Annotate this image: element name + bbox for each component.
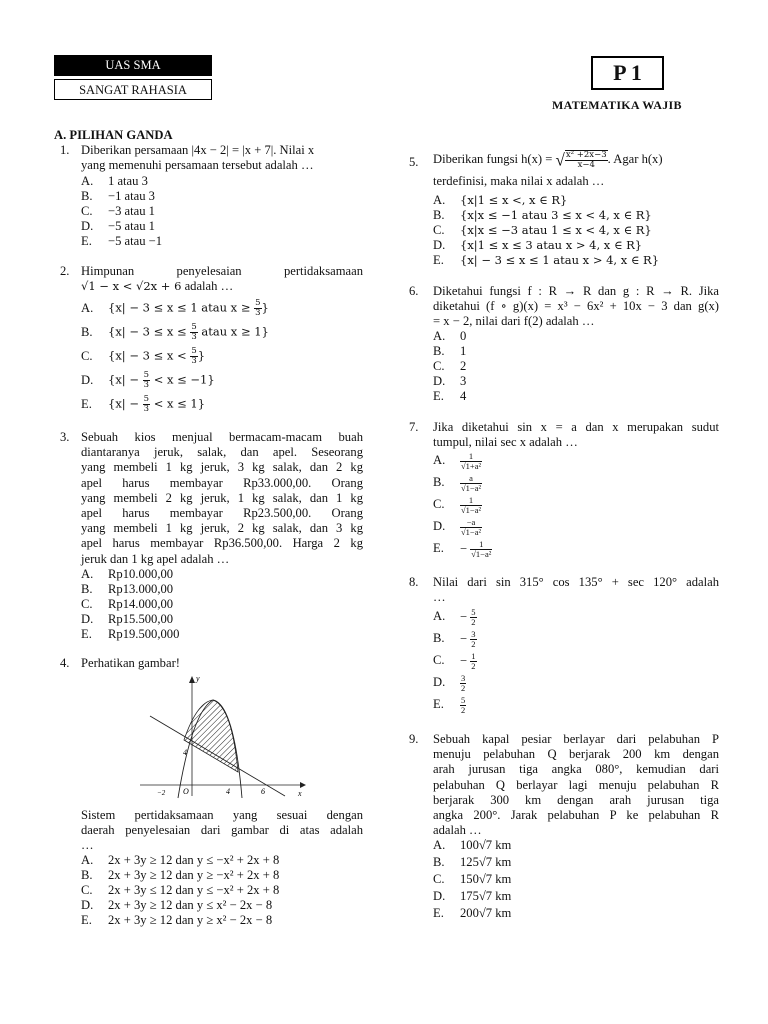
option-b[interactable]: B. $\frac{a}{\text{√1−a²}}$ [433, 473, 482, 493]
option-b[interactable]: B. 2x + 3y ≥ 12 dan y ≥ −x² + 2x + 8 [81, 868, 280, 882]
option-b[interactable]: B. 125√7 km [433, 855, 512, 869]
exam-label: UAS SMA [54, 55, 212, 76]
question-line: yang memenuhi persamaan tersebut adalah … [81, 158, 314, 173]
option-c[interactable]: C. −3 atau 1 [81, 204, 155, 218]
fraction: $\frac{5}{3}$ [143, 394, 150, 414]
question-line: Nilai dari sin 315° cos 135° + sec 120° adalah [433, 575, 719, 589]
fraction: $\frac{a}{\text{√1−a²}}$ [461, 473, 482, 493]
option-c[interactable]: C. − $\frac{1}{2}$ [433, 651, 476, 671]
option-b[interactable]: B. 1 [433, 344, 467, 358]
question-line: berjarak 300 km dengan arah jurusan tiga [433, 792, 719, 807]
question-line: … [433, 590, 446, 605]
question-text [81, 264, 363, 294]
question-number: 1. [60, 143, 70, 157]
question-4-continued [81, 808, 363, 927]
question-line: √1 − x < √2x + 6 adalah … [81, 279, 234, 294]
x-tick-4: 4 [226, 787, 230, 796]
option-a[interactable]: A. {x|1 ≤ x <, x ∈ R} [433, 193, 568, 207]
fraction: $\frac{-a}{\text{√1−a²}}$ [461, 517, 482, 537]
x-tick-6: 6 [261, 787, 265, 796]
option-b[interactable]: B. {x| − 3 ≤ x ≤ $\frac{5}{3}$ atau x ≥ 1} [81, 322, 269, 342]
x-axis-arrow-icon [300, 782, 306, 788]
question-number: 2. [60, 264, 70, 278]
option-e[interactable]: E. 4 [433, 389, 467, 403]
option-b[interactable]: B. {x|x ≤ −1 atau 3 ≤ x < 4, x ∈ R} [433, 208, 652, 222]
option-c[interactable]: C. {x| − 3 ≤ x < $\frac{5}{3}$ } [81, 346, 206, 366]
question-text: Perhatikan gambar! [81, 656, 180, 670]
y-tick-4: 4 [183, 748, 187, 757]
question-text [433, 732, 719, 838]
question-line: Sebuah kapal pesiar berlayar dari pelabuhan P [433, 732, 719, 746]
question-line: Diketahui fungsi f : R → R dan g : R → R. Jika [433, 284, 719, 298]
question-line: Jika diketahui sin x = a dan x merupakan sudut [433, 420, 719, 434]
question-line: pelabuhan Q berlayar lagi menuju pelabuhan R [433, 777, 719, 792]
fraction: $\frac{1}{\text{√1+a²}}$ [461, 451, 482, 471]
question-number: 7. [409, 420, 419, 434]
question-line: tumpul, nilai sec x adalah … [433, 435, 578, 450]
confidential-label: SANGAT RAHASIA [54, 79, 212, 100]
question-line: … [81, 838, 94, 853]
option-e[interactable]: E. 2x + 3y ≥ 12 dan y ≥ x² − 2x − 8 [81, 913, 273, 927]
option-d[interactable]: D. 175√7 km [433, 889, 512, 903]
option-d[interactable]: D. 3 [433, 374, 467, 388]
question-text [433, 420, 719, 450]
option-b[interactable]: B. Rp13.000,00 [81, 582, 174, 596]
y-axis-label: y [196, 674, 200, 683]
option-a[interactable]: A. 2x + 3y ≥ 12 dan y ≤ −x² + 2x + 8 [81, 853, 280, 867]
question-line: yang membeli 1 kg jeruk, 3 kg salak, dan 2 kg [81, 460, 363, 475]
question-text [433, 575, 719, 605]
fraction: $\frac{1}{\text{√1−a²}}$ [461, 495, 482, 515]
option-b[interactable]: B. −1 atau 3 [81, 189, 155, 203]
question-line: apel harus membayar Rp33.000,00. Orang [81, 475, 363, 490]
option-c[interactable]: C. 2x + 3y ≤ 12 dan y ≤ −x² + 2x + 8 [81, 883, 280, 897]
option-d[interactable]: D. {x| − $\frac{5}{3}$ < x ≤ −1} [81, 370, 215, 390]
question-number: 9. [409, 732, 419, 746]
question-line: arah jurusan tiga angka 080°, kemudian dari [433, 762, 719, 777]
option-a[interactable]: A. $\frac{1}{\text{√1+a²}}$ [433, 451, 482, 471]
question-line: yang membeli 2 kg jeruk, 1 kg salak, dan 1 kg [81, 490, 363, 505]
question-line: diketahui (f ∘ g)(x) = x³ − 6x² + 10x − 3 dan g(x) [433, 299, 719, 314]
question-line: Himpunan penyelesaian pertidaksamaan [81, 264, 363, 278]
option-e[interactable]: E. 200√7 km [433, 906, 512, 920]
option-d[interactable]: D. $\frac{3}{2}$ [433, 673, 466, 693]
option-e[interactable]: E. {x| − $\frac{5}{3}$ < x ≤ 1} [81, 394, 206, 414]
option-a[interactable]: A. Rp10.000,00 [81, 567, 174, 581]
option-d[interactable]: D. 2x + 3y ≥ 12 dan y ≤ x² − 2x − 8 [81, 898, 273, 912]
fraction: $\frac{1}{2}$ [471, 651, 476, 671]
question-text [81, 143, 314, 173]
fraction: $\frac{3}{2}$ [461, 673, 466, 693]
option-a[interactable]: A. 100√7 km [433, 838, 512, 852]
x-axis-label: x [298, 789, 302, 798]
question-line: apel harus membayar Rp36.500,00. Harga 2 kg [81, 536, 363, 551]
fraction: $\frac{5}{3}$ [191, 346, 197, 366]
option-c[interactable]: C. 150√7 km [433, 872, 512, 886]
option-a[interactable]: A. {x| − 3 ≤ x ≤ 1 atau x ≥ $\frac{5}{3}$ } [81, 298, 269, 318]
fraction: $\frac{1}{\text{√1−a²}}$ [471, 539, 492, 559]
question-line: = x − 2, nilai dari f(2) adalah … [433, 314, 595, 329]
option-d[interactable]: D. {x|1 ≤ x ≤ 3 atau x > 4, x ∈ R} [433, 238, 643, 252]
option-e[interactable]: E. $\frac{5}{2}$ [433, 695, 466, 715]
option-c[interactable]: C. {x|x ≤ −3 atau 1 ≤ x < 4, x ∈ R} [433, 223, 652, 237]
fraction: $\frac{3}{2}$ [471, 629, 476, 649]
option-e[interactable]: E. − $\frac{1}{\text{√1−a²}}$ [433, 539, 492, 559]
option-c[interactable]: C. Rp14.000,00 [81, 597, 174, 611]
question-line: adalah … [433, 823, 482, 838]
question-text [433, 284, 719, 330]
section-title: A. PILIHAN GANDA [54, 128, 173, 142]
question-number: 8. [409, 575, 419, 589]
option-b[interactable]: B. − $\frac{3}{2}$ [433, 629, 476, 649]
fraction: $\frac{5}{2}$ [461, 695, 466, 715]
option-e[interactable]: E. −5 atau −1 [81, 234, 163, 248]
question-number: 5. [409, 155, 419, 169]
subject-title: MATEMATIKA WAJIB [552, 98, 682, 112]
question-line: yang membeli 1 kg jeruk, 2 kg salak, dan 3 kg [81, 521, 363, 536]
x-tick-minus2: −2 [157, 789, 166, 797]
option-a[interactable]: A. 1 atau 3 [81, 174, 148, 188]
option-a[interactable]: A. 0 [433, 329, 467, 343]
origin-label: O [183, 787, 189, 796]
question-line: Diberikan persamaan |4x − 2| = |x + 7|. Nilai x [81, 143, 315, 157]
option-e[interactable]: E. {x| − 3 ≤ x ≤ 1 atau x > 4, x ∈ R} [433, 253, 660, 267]
question-line: apel harus membayar Rp23.500,00. Orang [81, 506, 363, 521]
fraction: $\frac{5}{3}$ [191, 322, 197, 342]
question-number: 6. [409, 284, 419, 298]
question-number: 3. [60, 430, 70, 444]
option-d[interactable]: D. −5 atau 1 [81, 219, 155, 233]
question-line: angka 200°. Jarak pelabuhan P ke pelabuhan R [433, 808, 719, 823]
question-line: Diberikan fungsi h(x) = √ $\frac{\text{x² +2x−3}}{x-4}$ . Agar h(x) [433, 150, 663, 170]
fraction: $\frac{5}{3}$ [255, 298, 261, 318]
sqrt-icon: √ [555, 150, 565, 170]
option-e[interactable]: E. Rp19.500,000 [81, 627, 180, 641]
option-a[interactable]: A. − $\frac{5}{2}$ [433, 607, 476, 627]
option-d[interactable]: D. Rp15.500,00 [81, 612, 174, 626]
question-line: terdefinisi, maka nilai x adalah … [433, 174, 605, 188]
region-graph [140, 672, 310, 800]
question-line: jeruk dan 1 kg apel adalah … [81, 551, 230, 566]
option-c[interactable]: C. 2 [433, 359, 467, 373]
question-line: menuju pelabuhan Q berjarak 200 km dengan [433, 747, 719, 762]
option-c[interactable]: C. $\frac{1}{\text{√1−a²}}$ [433, 495, 482, 515]
fraction: $\frac{5}{3}$ [143, 370, 150, 390]
question-text [81, 430, 363, 567]
fraction: $\frac{\text{x² +2x−3}}{x-4}$ [565, 150, 607, 170]
question-text [433, 150, 663, 189]
question-line: Sebuah kios menjual bermacam-macam buah [81, 430, 363, 444]
fraction: $\frac{5}{2}$ [471, 607, 476, 627]
question-number: 4. [60, 656, 70, 670]
y-axis-arrow-icon [189, 676, 195, 683]
question-line: daerah penyelesaian dari gambar di atas adalah [81, 823, 363, 838]
question-line: Sistem pertidaksamaan yang sesuai dengan [81, 808, 363, 822]
question-line: diantaranya jeruk, salak, dan apel. Seseorang [81, 445, 363, 460]
paper-code: P 1 [591, 56, 664, 90]
option-d[interactable]: D. $\frac{-a}{\text{√1−a²}}$ [433, 517, 482, 537]
